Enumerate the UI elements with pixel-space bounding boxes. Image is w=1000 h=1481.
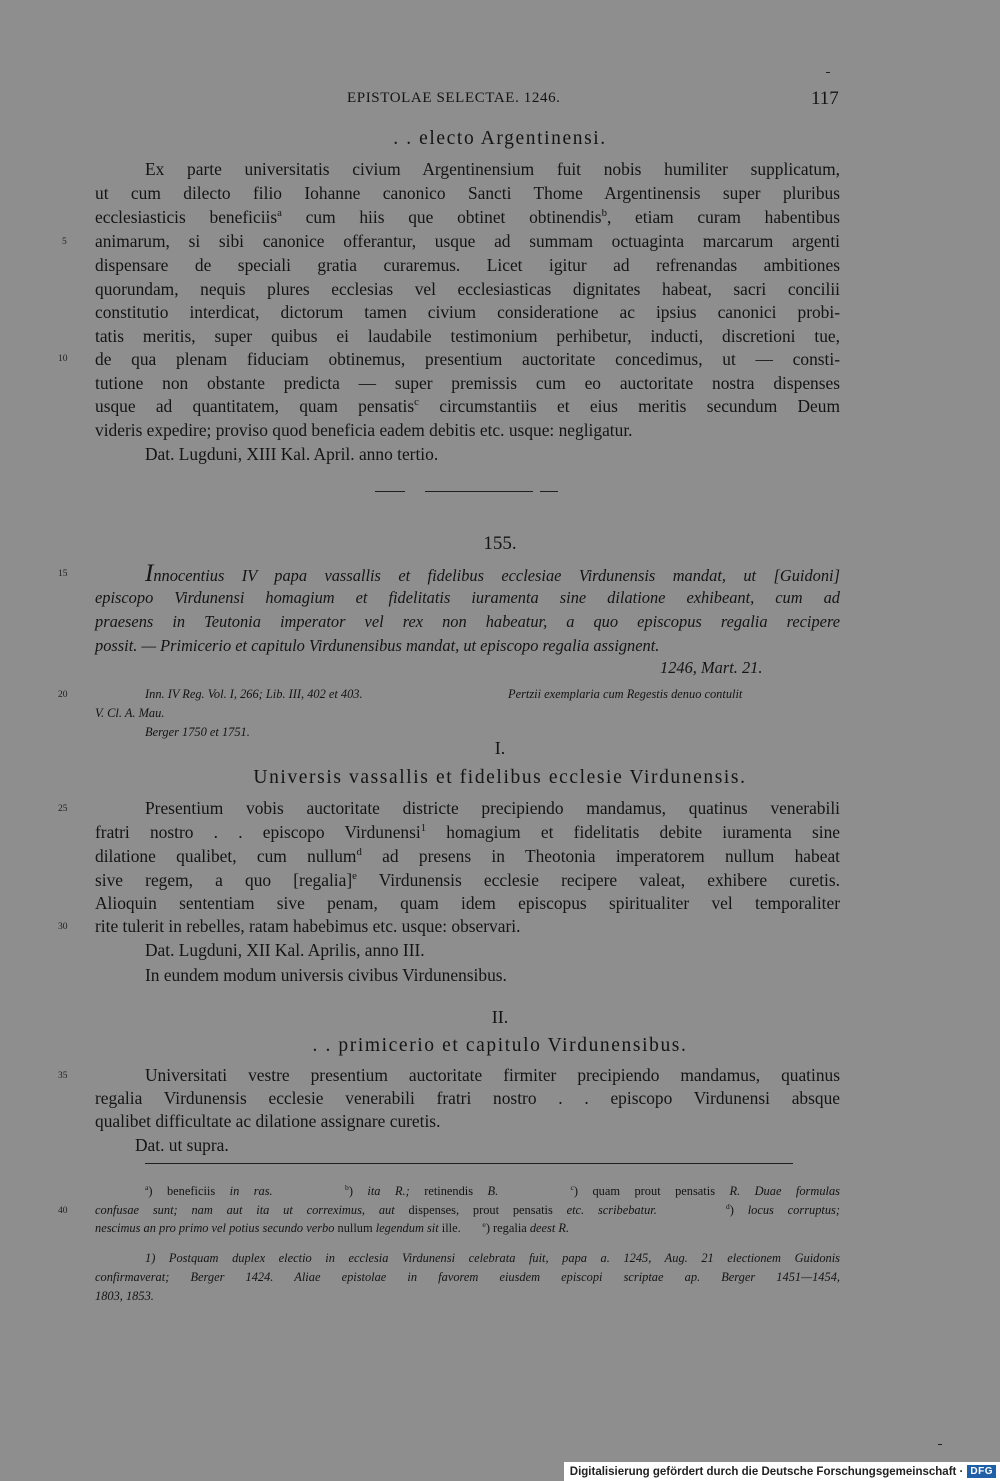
dating-line: Dat. ut supra. bbox=[135, 1135, 229, 1155]
page-number: 117 bbox=[811, 88, 839, 109]
part-address: Universis vassallis et fidelibus ecclesie Virdunensis. bbox=[253, 767, 747, 788]
footnote-line: 1) Postquam duplex electio in ecclesia Virdunensi celebrata fuit, papa a. 1245, Aug. 21 electionem Guidonis bbox=[145, 1251, 840, 1265]
separator bbox=[540, 491, 558, 492]
footnote-line: confirmaverat; Berger 1424. Aliae epistolae in favorem eiusdem episcopi scriptae ap. Berger 1451—1454, bbox=[95, 1270, 840, 1284]
text-line: animarum, si sibi canonice offerantur, usque ad summam octuaginta marcarum argenti bbox=[95, 231, 840, 251]
footnote-line: $^a$) beneficiis in ras. $^b$) ita R.; retinendis B. $^c$) quam prout pensatis R. Duae formulas bbox=[145, 1182, 840, 1198]
text-line: de qua plenam fiduciam obtinemus, presentium auctoritate concedimus, ut — consti- bbox=[95, 349, 840, 369]
separator bbox=[425, 491, 533, 492]
text-line: sive regem, a quo [regalia]$^e$ Virdunensis ecclesie recipere valeat, exhibere curetis. bbox=[95, 870, 840, 890]
dating-line: Dat. Lugduni, XIII Kal. April. anno tertio. bbox=[145, 444, 439, 464]
footnote-line: 1803, 1853. bbox=[95, 1289, 154, 1303]
text-line: fratri nostro . . episcopo Virdunensi$^1$ homagium et fidelitatis debite iuramenta sine bbox=[95, 822, 840, 842]
text-line: usque ad quantitatem, quam pensatis$^c$ circumstantiis et eius meritis secundum Deum bbox=[95, 396, 840, 416]
part-numeral: II. bbox=[491, 1007, 509, 1027]
margin-line-number: 35 bbox=[58, 1071, 68, 1081]
document-number: 155. bbox=[483, 533, 517, 554]
footnote-ref: c bbox=[414, 396, 419, 409]
footer-text: Digitalisierung gefördert durch die Deutsche Forschungsgemeinschaft · bbox=[569, 1465, 964, 1478]
dfg-logo: DFG bbox=[967, 1465, 996, 1478]
footnote-ref: 1 bbox=[420, 822, 427, 835]
text-line: Presentium vobis auctoritate districte precipiendo mandamus, quatinus venerabili bbox=[145, 798, 840, 818]
margin-line-number: 5 bbox=[62, 237, 67, 247]
margin-line-number: 30 bbox=[58, 922, 68, 932]
regest-date: 1246, Mart. 21. bbox=[660, 658, 763, 677]
initial-letter: I bbox=[145, 560, 154, 587]
part-numeral: I. bbox=[494, 738, 506, 758]
text-line: In eundem modum universis civibus Virdunensibus. bbox=[145, 965, 507, 985]
footnote-rule bbox=[145, 1163, 793, 1164]
text-line: videris expedire; proviso quod beneficia eadem debitis etc. usque: negligatur. bbox=[95, 420, 633, 440]
footnote-line: confusae sunt; nam aut ita ut correximus, aut dispenses, prout pensatis etc. scribebatur. $^d$) locus corruptus; bbox=[95, 1201, 840, 1217]
text-line: Alioquin sententiam sive penam, quam idem episcopus spiritualiter vel temporaliter bbox=[95, 893, 840, 913]
text-line: Ex parte universitatis civium Argentinensium fuit nobis humiliter supplicatum, bbox=[145, 159, 840, 179]
source-line: Pertzii exemplaria cum Regestis denuo contulit bbox=[508, 687, 743, 701]
source-line: Berger 1750 et 1751. bbox=[145, 725, 250, 739]
margin-line-number: 10 bbox=[58, 354, 68, 364]
text-line: dispensare de speciali gratia curaremus. Licet igitur ad refrenandas ambitiones bbox=[95, 255, 840, 275]
letter-address: . . electo Argentinensi. bbox=[393, 128, 607, 149]
separator bbox=[375, 491, 405, 492]
text-line: rite tulerit in rebelles, ratam habebimus etc. usque: observari. bbox=[95, 916, 521, 936]
text-line: Universitati vestre presentium auctoritate firmiter precipiendo mandamus, quatinus bbox=[145, 1065, 840, 1085]
text-line: tatis meritis, super quibus ei laudabile testimonium perhibetur, inducti, discretioni tue, bbox=[95, 326, 840, 346]
footnote-ref: a bbox=[277, 207, 282, 220]
margin-line-number: 25 bbox=[58, 804, 68, 814]
regest-line: possit. — Primicerio et capitulo Virdunensibus mandat, ut episcopo regalia assignent. bbox=[95, 636, 660, 655]
footnote-ref: b bbox=[601, 207, 607, 220]
footnote-ref: e bbox=[352, 870, 357, 883]
margin-line-number: 20 bbox=[58, 690, 68, 700]
text-line: constitutio interdicat, dictorum tamen civium consideratione ac ipsius canonici probi- bbox=[95, 302, 840, 322]
margin-line-number: 40 bbox=[58, 1206, 68, 1216]
text-line: qualibet difficultate ac dilatione assignare curetis. bbox=[95, 1111, 441, 1131]
text-line: tutione non obstante predicta — super premissis cum eo auctoritate nostra dispenses bbox=[95, 373, 840, 393]
text-line: ut cum dilecto filio Iohanne canonico Sancti Thome Argentinensis super pluribus bbox=[95, 183, 840, 203]
regest-line: Innocentius IV papa vassallis et fidelibus ecclesiae Virdunensis mandat, ut [Guidoni] bbox=[145, 560, 840, 587]
text-line: quorundam, nequis plures ecclesias vel ecclesiasticas dignitates habeat, sacri concilii bbox=[95, 279, 840, 299]
footnote-line: nescimus an pro primo vel potius secundo verbo nullum legendum sit ille. $^e$) regalia deest R. bbox=[95, 1219, 570, 1235]
regest-line: episcopo Virdunensi homagium et fidelitatis iuramenta sine dilatione exhibeant, cum ad bbox=[95, 588, 840, 607]
source-line: V. Cl. A. Mau. bbox=[95, 706, 165, 720]
part-address: . . primicerio et capitulo Virdunensibus. bbox=[312, 1035, 688, 1056]
text-line: regalia Virdunensis ecclesie venerabili fratri nostro . . episcopo Virdunensi absque bbox=[95, 1088, 840, 1108]
scan-mark bbox=[826, 72, 830, 73]
digitization-footer bbox=[564, 1462, 1000, 1481]
margin-line-number: 15 bbox=[58, 569, 68, 579]
source-line: Inn. IV Reg. Vol. I, 266; Lib. III, 402 et 403. bbox=[145, 687, 363, 701]
footnote-ref: d bbox=[356, 846, 362, 859]
text-line: dilatione qualibet, cum nullum$^d$ ad presens in Theotonia imperatorem nullum habeat bbox=[95, 846, 840, 866]
running-title: EPISTOLAE SELECTAE. 1246. bbox=[347, 90, 561, 106]
dating-line: Dat. Lugduni, XII Kal. Aprilis, anno III. bbox=[145, 940, 425, 960]
regest-line: praesens in Teutonia imperator vel rex non habeatur, a quo episcopus regalia recipere bbox=[95, 612, 840, 631]
scan-mark bbox=[938, 1444, 942, 1445]
text-line: ecclesiasticis beneficiis$^a$ cum hiis que obtinet obtinendis$^b$, etiam curam habentibus bbox=[95, 207, 840, 227]
